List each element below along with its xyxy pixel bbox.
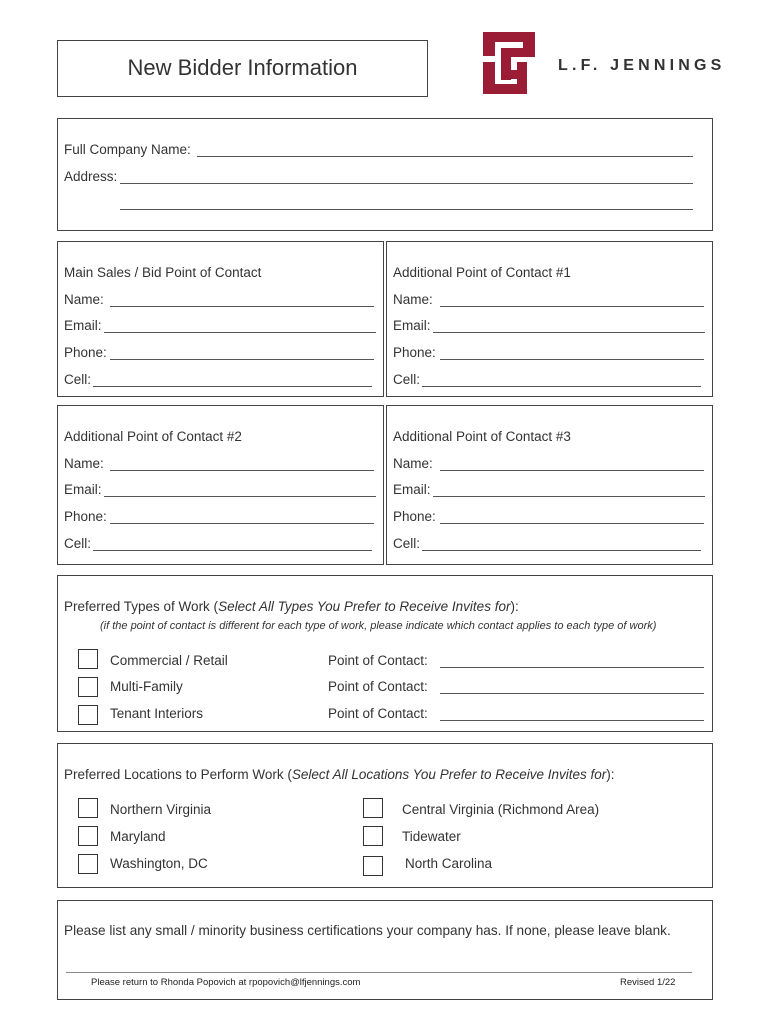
contact-heading: Additional Point of Contact #3 <box>393 429 571 444</box>
email-field[interactable] <box>104 332 376 333</box>
cell-field[interactable] <box>93 550 372 551</box>
cell-label: Cell: <box>393 372 421 387</box>
cell-label: Cell: <box>64 536 92 551</box>
poc-field-multi-family[interactable] <box>440 693 704 694</box>
locations-heading-prefix: Preferred Locations to Perform Work ( <box>64 767 292 782</box>
phone-label: Phone: <box>64 345 107 360</box>
cell-label: Cell: <box>64 372 92 387</box>
phone-field[interactable] <box>440 523 704 524</box>
phone-label: Phone: <box>64 509 107 524</box>
checkbox-commercial-retail[interactable] <box>78 649 98 669</box>
location-label: Tidewater <box>402 829 461 844</box>
phone-label: Phone: <box>393 345 436 360</box>
name-field[interactable] <box>440 470 704 471</box>
cell-field[interactable] <box>422 550 701 551</box>
checkbox-north-carolina[interactable] <box>363 856 383 876</box>
return-instructions: Please return to Rhonda Popovich at rpopovich@lfjennings.com <box>91 977 361 988</box>
work-types-heading-italic: Select All Types You Prefer to Receive Invites for <box>218 599 511 614</box>
certifications-text: Please list any small / minority business certifications your company has. If none, please leave blank. <box>64 923 671 938</box>
cell-field[interactable] <box>93 386 372 387</box>
name-label: Name: <box>64 456 104 471</box>
company-name-label: Full Company Name: <box>64 142 191 157</box>
email-field[interactable] <box>433 496 705 497</box>
checkbox-maryland[interactable] <box>78 826 98 846</box>
work-type-label: Multi-Family <box>110 679 183 694</box>
address-label: Address: <box>64 169 118 184</box>
locations-heading <box>64 767 615 782</box>
checkbox-washington-dc[interactable] <box>78 854 98 874</box>
cell-field[interactable] <box>422 386 701 387</box>
work-type-label: Commercial / Retail <box>110 653 228 668</box>
work-types-heading-prefix: Preferred Types of Work ( <box>64 599 219 614</box>
name-field[interactable] <box>110 306 374 307</box>
email-label: Email: <box>393 482 431 497</box>
email-field[interactable] <box>104 496 376 497</box>
poc-label: Point of Contact: <box>328 679 428 694</box>
name-field[interactable] <box>440 306 704 307</box>
company-section <box>57 118 713 231</box>
email-label: Email: <box>64 318 102 333</box>
location-label: North Carolina <box>405 856 493 871</box>
phone-label: Phone: <box>393 509 436 524</box>
work-type-label: Tenant Interiors <box>110 706 204 721</box>
checkbox-multi-family[interactable] <box>78 677 98 697</box>
email-field[interactable] <box>433 332 705 333</box>
title-box <box>57 40 428 97</box>
work-types-heading-suffix: ): <box>510 599 519 614</box>
contact-heading: Main Sales / Bid Point of Contact <box>64 265 262 280</box>
revision-label: Revised 1/22 <box>620 977 676 988</box>
location-label: Northern Virginia <box>110 802 212 817</box>
checkbox-central-virginia[interactable] <box>363 798 383 818</box>
name-label: Name: <box>64 292 104 307</box>
email-label: Email: <box>64 482 102 497</box>
phone-field[interactable] <box>110 359 374 360</box>
email-label: Email: <box>393 318 431 333</box>
checkbox-northern-virginia[interactable] <box>78 798 98 818</box>
location-label: Maryland <box>110 829 166 844</box>
poc-field-tenant-interiors[interactable] <box>440 720 704 721</box>
lf-jennings-logo-icon <box>481 30 537 98</box>
poc-label: Point of Contact: <box>328 706 428 721</box>
address-field-1[interactable] <box>120 183 693 184</box>
work-types-heading <box>64 599 519 614</box>
name-label: Name: <box>393 456 433 471</box>
locations-heading-suffix: ): <box>606 767 615 782</box>
company-name-field[interactable] <box>197 156 693 157</box>
cell-label: Cell: <box>393 536 421 551</box>
brand-name: L.F. JENNINGS <box>558 57 726 74</box>
poc-label: Point of Contact: <box>328 653 428 668</box>
poc-field-commercial[interactable] <box>440 667 704 668</box>
name-label: Name: <box>393 292 433 307</box>
checkbox-tenant-interiors[interactable] <box>78 705 98 725</box>
checkbox-tidewater[interactable] <box>363 826 383 846</box>
phone-field[interactable] <box>110 523 374 524</box>
footer-divider <box>66 972 692 973</box>
location-label: Washington, DC <box>110 856 208 871</box>
work-types-note: (if the point of contact is different for each type of work, please indicate which contact applies to each type of work) <box>100 620 657 632</box>
phone-field[interactable] <box>440 359 704 360</box>
page-title: New Bidder Information <box>127 55 358 80</box>
contact-heading: Additional Point of Contact #1 <box>393 265 571 280</box>
contact-heading: Additional Point of Contact #2 <box>64 429 242 444</box>
locations-heading-italic: Select All Locations You Prefer to Receive Invites for <box>291 767 607 782</box>
address-field-2[interactable] <box>120 209 693 210</box>
name-field[interactable] <box>110 470 374 471</box>
location-label: Central Virginia (Richmond Area) <box>402 802 600 817</box>
